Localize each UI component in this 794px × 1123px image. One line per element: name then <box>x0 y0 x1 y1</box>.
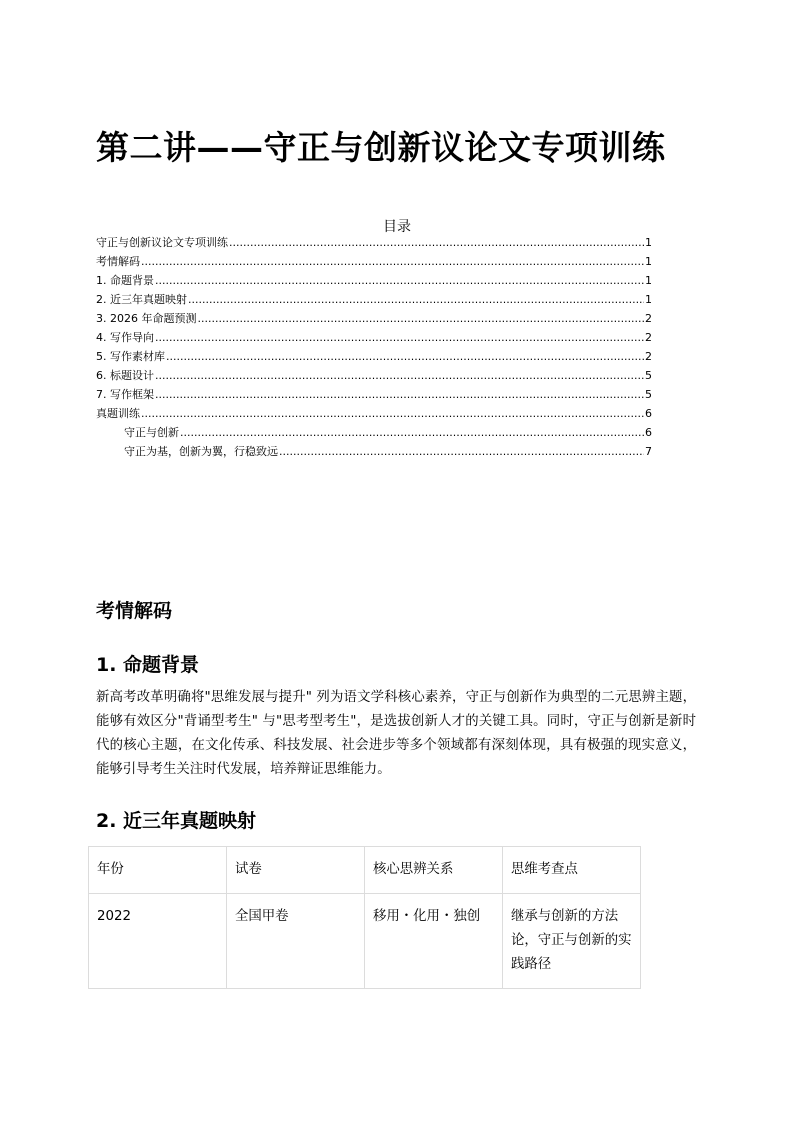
toc-page-number: 5 <box>645 369 652 382</box>
toc-entry[interactable] <box>96 385 652 404</box>
toc-subentry[interactable] <box>96 423 652 442</box>
toc-page-number: 7 <box>645 445 652 458</box>
toc-leader <box>188 290 644 309</box>
toc-leader <box>141 404 644 423</box>
column-header-year: 年份 <box>89 847 227 894</box>
toc-page-number: 2 <box>645 350 652 363</box>
toc-entry-label[interactable]: 1. 命题背景 <box>96 274 154 287</box>
toc-page-number: 1 <box>645 236 652 249</box>
toc-leader <box>229 233 644 252</box>
exam-mapping-table <box>88 846 641 989</box>
page-title: 第二讲——守正与创新议论文专项训练 <box>96 128 666 167</box>
toc-page-number: 1 <box>645 255 652 268</box>
toc-page-number: 2 <box>645 312 652 325</box>
toc-leader <box>155 271 644 290</box>
toc-entry[interactable] <box>96 404 652 423</box>
toc-leader <box>155 366 644 385</box>
toc-entry-label[interactable]: 守正与创新议论文专项训练 <box>96 236 228 249</box>
table-cell: 2022 <box>89 894 227 989</box>
toc-entry-label[interactable]: 真题训练 <box>96 407 140 420</box>
subsection-heading-background: 1. 命题背景 <box>96 654 200 676</box>
toc-page-number: 1 <box>645 293 652 306</box>
toc-entry[interactable] <box>96 233 652 252</box>
toc-entry-label[interactable]: 3. 2026 年命题预测 <box>96 312 197 325</box>
table-cell: 继承与创新的方法论，守正与创新的实践路径 <box>503 894 641 989</box>
toc-entry[interactable] <box>96 309 652 328</box>
table-row <box>89 894 641 989</box>
toc-page-number: 1 <box>645 274 652 287</box>
toc-entry[interactable] <box>96 366 652 385</box>
toc-page-number: 6 <box>645 407 652 420</box>
background-paragraph: 新高考改革明确将"思维发展与提升" 列为语文学科核心素养，守正与创新作为典型的二元思辨主题，能够有效区分"背诵型考生" 与"思考型考生"，是选拔创新人才的关键工具。同时，守正与创新是新时代的核心主题，在文化传承、科技发展、社会进步等多个领域都有深刻体现，具有极强的现实意义，能够引导考生关注时代发展，培养辩证思维能力。 <box>96 690 696 777</box>
table-cell: 移用・化用・独创 <box>365 894 503 989</box>
toc-heading: 目录 <box>383 219 411 235</box>
toc-entry[interactable] <box>96 252 652 271</box>
toc-page-number: 5 <box>645 388 652 401</box>
table-of-contents <box>96 233 652 461</box>
subsection-heading-exam-mapping: 2. 近三年真题映射 <box>96 810 257 832</box>
toc-page-number: 2 <box>645 331 652 344</box>
toc-leader <box>155 385 644 404</box>
toc-leader <box>180 423 644 442</box>
section-heading: 考情解码 <box>96 600 173 622</box>
toc-leader <box>155 328 644 347</box>
toc-entry[interactable] <box>96 328 652 347</box>
toc-page-number: 6 <box>645 426 652 439</box>
toc-leader <box>197 309 644 328</box>
toc-entry[interactable] <box>96 271 652 290</box>
table-header-row <box>89 847 641 894</box>
toc-leader <box>279 442 644 461</box>
table-cell: 全国甲卷 <box>227 894 365 989</box>
toc-entry-label[interactable]: 7. 写作框架 <box>96 388 154 401</box>
toc-entry-label[interactable]: 4. 写作导向 <box>96 331 154 344</box>
toc-entry-label[interactable]: 守正与创新 <box>124 426 179 439</box>
column-header-relation: 核心思辨关系 <box>365 847 503 894</box>
toc-entry-label[interactable]: 2. 近三年真题映射 <box>96 293 187 306</box>
toc-leader <box>166 347 644 366</box>
toc-subentry[interactable] <box>96 442 652 461</box>
toc-entry-label[interactable]: 6. 标题设计 <box>96 369 154 382</box>
toc-entry-label[interactable]: 守正为基，创新为翼，行稳致远 <box>124 445 278 458</box>
toc-entry[interactable] <box>96 290 652 309</box>
toc-leader <box>141 252 644 271</box>
toc-entry-label[interactable]: 5. 写作素材库 <box>96 350 165 363</box>
column-header-focus: 思维考查点 <box>503 847 641 894</box>
toc-entry-label[interactable]: 考情解码 <box>96 255 140 268</box>
toc-entry[interactable] <box>96 347 652 366</box>
column-header-paper: 试卷 <box>227 847 365 894</box>
